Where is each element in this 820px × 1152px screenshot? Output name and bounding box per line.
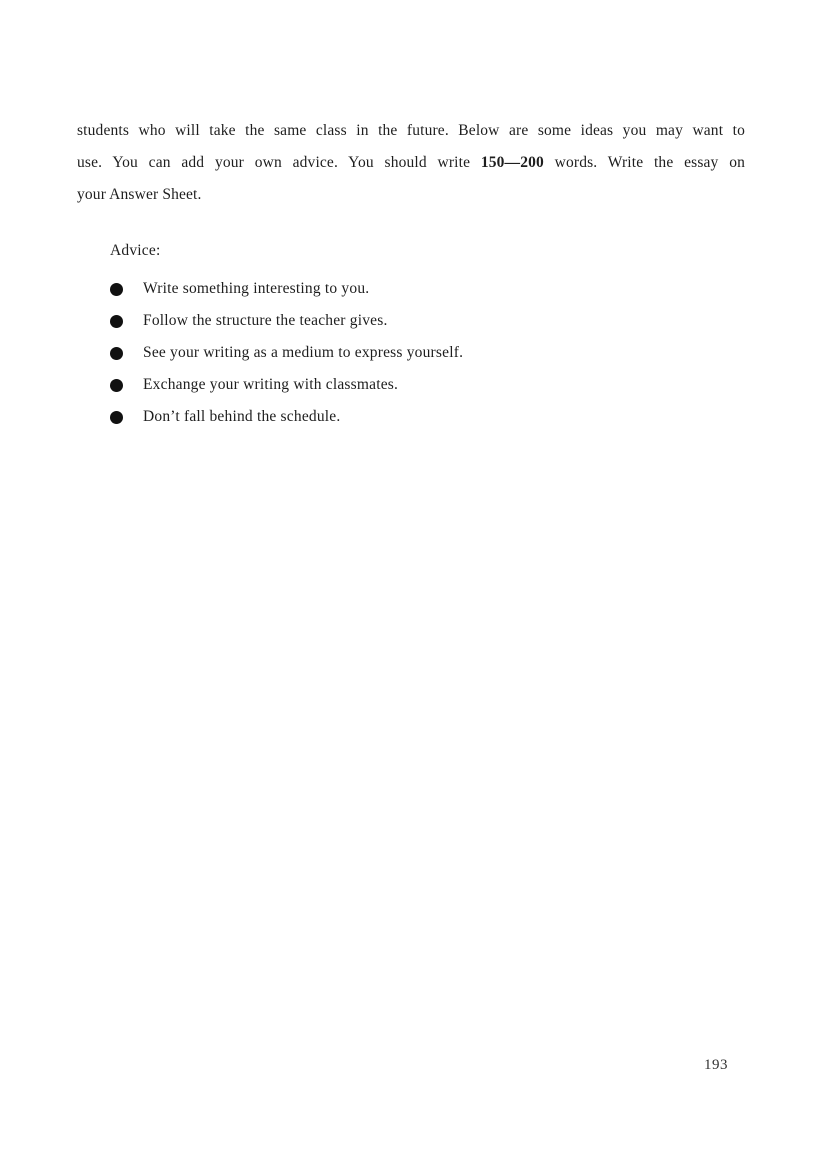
list-item [110,305,463,337]
bullet-icon [110,411,123,424]
intro-paragraph [77,115,745,211]
bullet-icon [110,347,123,360]
intro-line-2-end: words. Write the essay on [543,154,745,171]
list-item [110,369,463,401]
intro-line-2 [77,147,745,179]
word-count-range: 150—200 [480,154,544,171]
intro-line-3: your Answer Sheet. [77,186,202,203]
list-item [110,273,463,305]
bullet-icon [110,315,123,328]
intro-line-1: students who will take the same class in the future. Below are some ideas you may want to [77,122,745,139]
list-item-text: See your writing as a medium to express yourself. [143,344,464,361]
list-item-text: Write something interesting to you. [143,280,370,297]
list-item-text: Don’t fall behind the schedule. [143,408,341,425]
intro-line-2-start: use. You can add your own advice. You should write [77,154,481,171]
bullet-icon [110,283,123,296]
list-item [110,337,463,369]
advice-heading: Advice: [110,242,161,259]
list-item [110,401,463,433]
list-item-text: Exchange your writing with classmates. [143,376,399,393]
bullet-icon [110,379,123,392]
page-number: 193 [704,1057,728,1073]
advice-list [110,273,463,433]
list-item-text: Follow the structure the teacher gives. [143,312,388,329]
